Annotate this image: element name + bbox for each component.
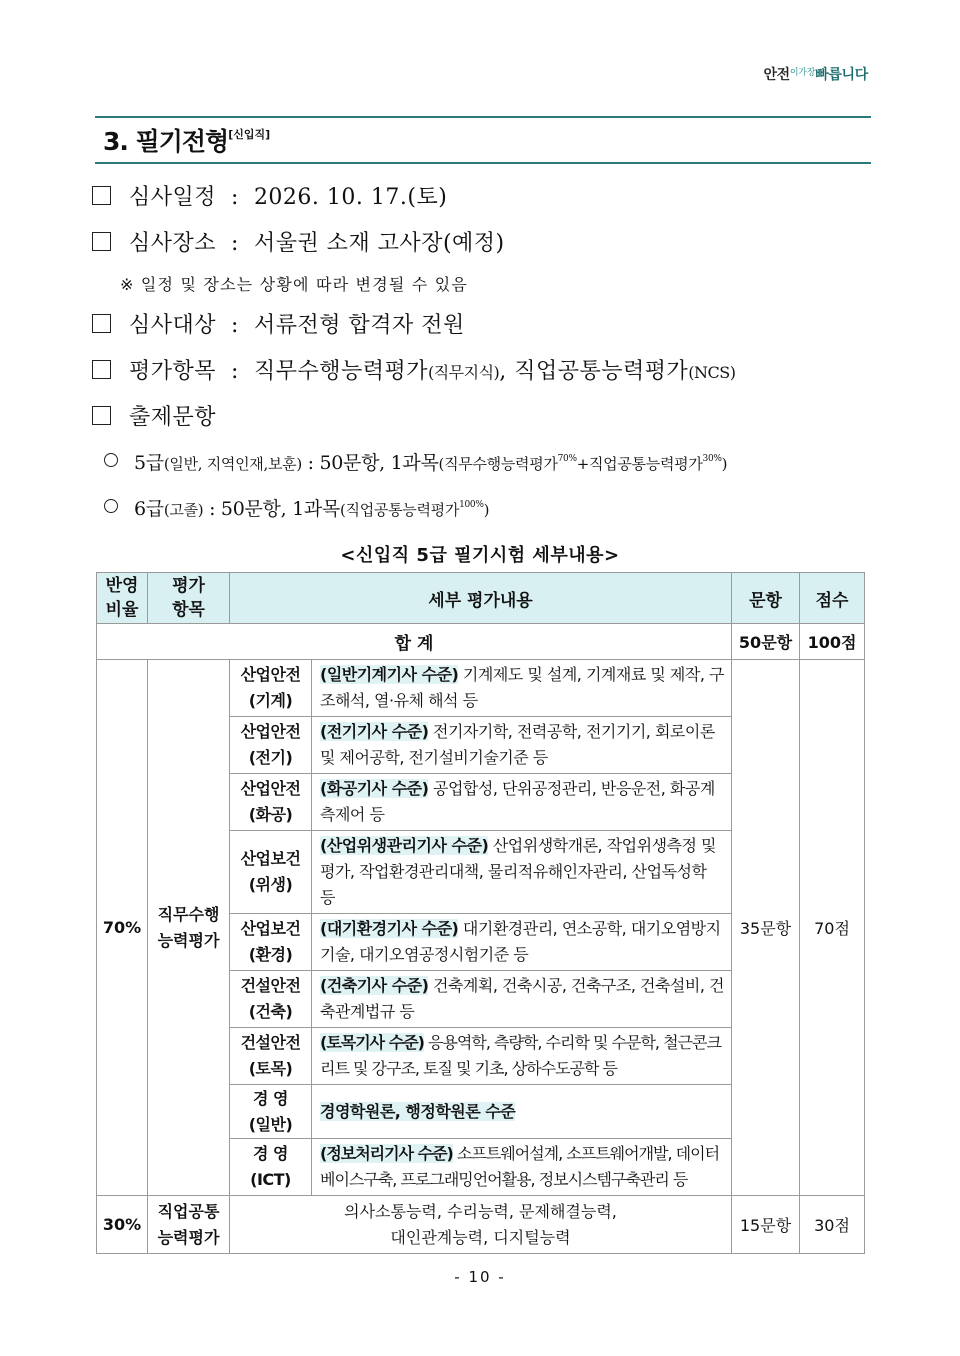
total-count: 50문항 bbox=[732, 624, 800, 660]
checkbox-icon bbox=[92, 406, 111, 425]
area-description: 경영학원론, 행정학원론 수준 bbox=[312, 1085, 732, 1139]
table-title: <신입직 5급 필기시험 세부내용> bbox=[340, 545, 620, 566]
group1-count: 35문항 bbox=[732, 660, 800, 1196]
area-label: 경 영 (일반) bbox=[230, 1085, 312, 1139]
sub-item-grade6: 6급(고졸) : 50문항, 1과목(직업공통능력평가$^{100\%}$) bbox=[104, 494, 489, 521]
area-label: 건설안전 (건축) bbox=[230, 971, 312, 1028]
header-logo: 안전$^{이가장}$빠릅니다 bbox=[763, 67, 868, 83]
area-label: 건설안전 (토목) bbox=[230, 1028, 312, 1085]
area-description: (산업위생관리기사 수준) 산업위생학개론, 작업위생측정 및 평가, 작업환경관리대책, 물리적유해인자관리, 산업독성학 등 bbox=[312, 831, 732, 914]
table-row bbox=[97, 1196, 865, 1254]
table-header-row bbox=[97, 573, 865, 624]
header-ratio: 반영 비율 bbox=[97, 573, 148, 624]
schedule-note: ※ 일정 및 장소는 상황에 따라 변경될 수 있음 bbox=[120, 275, 469, 294]
item-schedule: 심사일정 : 2026. 10. 17.(토) bbox=[92, 180, 447, 211]
checkbox-icon bbox=[92, 314, 111, 333]
checkbox-icon bbox=[92, 360, 111, 379]
total-score: 100점 bbox=[800, 624, 865, 660]
area-description: (토목기사 수준) 응용역학, 측량학, 수리학 및 수문학, 철근콘크리트 및 강구조, 토질 및 기초, 상하수도공학 등 bbox=[312, 1028, 732, 1085]
group2-item: 직업공통 능력평가 bbox=[148, 1196, 230, 1254]
page-number: - 10 - bbox=[454, 1268, 506, 1286]
area-label: 산업보건 (위생) bbox=[230, 831, 312, 914]
item-target: 심사대상 : 서류전형 합격자 전원 bbox=[92, 308, 465, 339]
area-description: (전기기사 수준) 전기자기학, 전력공학, 전기기기, 회로이론 및 제어공학, 전기설비기술기준 등 bbox=[312, 717, 732, 774]
item-questions: 출제문항 bbox=[92, 400, 216, 431]
header-count: 문항 bbox=[732, 573, 800, 624]
total-label: 합 계 bbox=[97, 624, 732, 660]
group2-score: 30점 bbox=[800, 1196, 865, 1254]
area-description: (대기환경기사 수준) 대기환경관리, 연소공학, 대기오염방지기술, 대기오염공정시험기준 등 bbox=[312, 914, 732, 971]
group1-score: 70점 bbox=[800, 660, 865, 1196]
area-label: 경 영 (ICT) bbox=[230, 1139, 312, 1196]
area-description: (화공기사 수준) 공업합성, 단위공정관리, 반응운전, 화공계측제어 등 bbox=[312, 774, 732, 831]
group2-content: 의사소통능력, 수리능력, 문제해결능력, 대인관계능력, 디지털능력 bbox=[230, 1196, 732, 1254]
table-row bbox=[97, 660, 865, 717]
table-total-row bbox=[97, 624, 865, 660]
area-description: (일반기계기사 수준) 기계제도 및 설계, 기계재료 및 제작, 구조해석, 열·유체 해석 등 bbox=[312, 660, 732, 717]
header-content: 세부 평가내용 bbox=[230, 573, 732, 624]
area-label: 산업안전 (화공) bbox=[230, 774, 312, 831]
checkbox-icon bbox=[92, 232, 111, 251]
header-item: 평가 항목 bbox=[148, 573, 230, 624]
circle-bullet-icon bbox=[104, 453, 118, 467]
section-top-rule bbox=[95, 116, 871, 118]
group2-ratio: 30% bbox=[97, 1196, 148, 1254]
item-location: 심사장소 : 서울권 소재 고사장(예정) bbox=[92, 226, 505, 257]
area-description: (정보처리기사 수준) 소프트웨어설계, 소프트웨어개발, 데이터베이스구축, 프로그래밍언어활용, 정보시스템구축관리 등 bbox=[312, 1139, 732, 1196]
area-label: 산업안전 (전기) bbox=[230, 717, 312, 774]
group2-count: 15문항 bbox=[732, 1196, 800, 1254]
circle-bullet-icon bbox=[104, 499, 118, 513]
checkbox-icon bbox=[92, 186, 111, 205]
section-bottom-rule bbox=[95, 162, 871, 164]
group1-item: 직무수행 능력평가 bbox=[148, 660, 230, 1196]
header-score: 점수 bbox=[800, 573, 865, 624]
area-label: 산업보건 (환경) bbox=[230, 914, 312, 971]
exam-detail-table bbox=[96, 572, 865, 1254]
sub-item-grade5: 5급(일반, 지역인재,보훈) : 50문항, 1과목(직무수행능력평가$^{70\%}$+직업공통능력평가$^{30\%}$) bbox=[104, 448, 727, 475]
group1-ratio: 70% bbox=[97, 660, 148, 1196]
area-label: 산업안전 (기계) bbox=[230, 660, 312, 717]
area-description: (건축기사 수준) 건축계획, 건축시공, 건축구조, 건축설비, 건축관계법규 등 bbox=[312, 971, 732, 1028]
section-title: 3. 필기전형[신입직] bbox=[103, 127, 271, 156]
item-evaluation: 평가항목 : 직무수행능력평가(직무지식), 직업공통능력평가(NCS) bbox=[92, 354, 735, 385]
